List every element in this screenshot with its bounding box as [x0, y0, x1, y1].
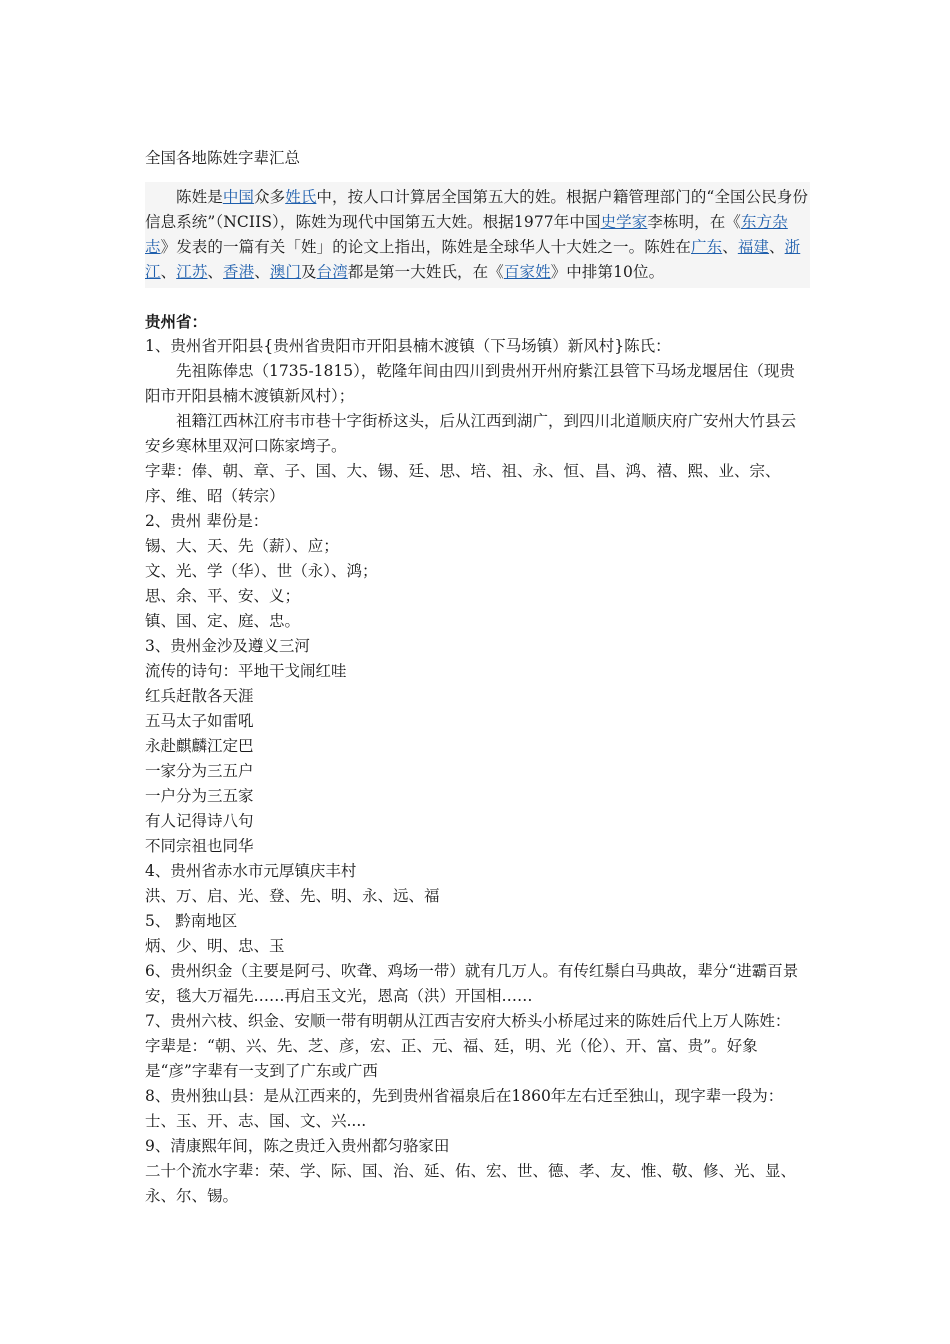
intro-text: 都是第一大姓氏，在《 — [347, 263, 504, 281]
body-line: 不同宗祖也同华 — [145, 837, 254, 855]
body-line: 一户分为三五家 — [145, 787, 254, 805]
body-line: 士、玉、开、志、国、文、兴.... — [145, 1112, 367, 1130]
body-line: 思、余、平、安、义； — [145, 587, 301, 605]
document-title: 全国各地陈姓字辈汇总 — [145, 149, 301, 167]
intro-link[interactable]: 福建 — [737, 238, 770, 256]
body-line: 二十个流水字辈：荣、学、际、国、治、延、佑、宏、世、德、孝、友、惟、敬、修、光、显、永、尔、锡。 — [145, 1162, 797, 1205]
intro-text: 、 — [769, 238, 785, 256]
document-body — [145, 146, 810, 1209]
body-line: 一家分为三五户 — [145, 762, 254, 780]
intro-text: 、 — [160, 263, 177, 281]
body-line: 先祖陈俸忠（1735-1815），乾隆年间由四川到贵州开州府紫江县管下马场龙堰居住（现贵阳市开阳县楠木渡镇新风村）； — [145, 362, 795, 405]
intro-text: 、 — [722, 238, 738, 256]
intro-text: 》发表的一篇有关「姓」的论文上指出，陈姓是全球华人十大姓之一。陈姓在 — [160, 238, 692, 256]
body-line: 流传的诗句：平地干戈闹红哇 — [145, 662, 347, 680]
body-line: 3、贵州金沙及遵义三河 — [145, 637, 310, 655]
intro-paragraph — [145, 182, 810, 288]
body-line: 炳、少、明、忠、玉 — [145, 937, 285, 955]
intro-link[interactable]: 广东 — [691, 238, 723, 256]
section-lines — [145, 334, 810, 1209]
body-line: 镇、国、定、庭、忠。 — [145, 612, 301, 630]
body-line: 9、清康熙年间，陈之贵迁入贵州都匀骆家田 — [145, 1137, 450, 1155]
body-line: 7、贵州六枝、织金、安顺一带有明朝从江西吉安府大桥头小桥尾过来的陈姓后代上万人陈姓： — [145, 1012, 791, 1030]
body-line: 字辈：俸、朝、章、子、国、大、锡、廷、思、培、祖、永、恒、昌、鸿、禧、熙、业、宗、序、维、昭（转宗） — [145, 462, 781, 505]
intro-link[interactable]: 台湾 — [316, 263, 348, 281]
intro-link[interactable]: 中国 — [222, 188, 255, 206]
section-title-guizhou: 贵州省： — [145, 312, 208, 331]
body-line: 8、贵州独山县：是从江西来的，先到贵州省福泉后在1860年左右迁至独山，现字辈一段为： — [145, 1087, 784, 1105]
intro-text: 李栋明，在《 — [647, 213, 741, 231]
body-line: 红兵赶散各天涯 — [145, 687, 254, 705]
body-line: 洪、万、启、光、登、先、明、永、远、福 — [145, 887, 440, 905]
body-line: 五马太子如雷吼 — [145, 712, 254, 730]
intro-text: 、 — [254, 263, 270, 281]
intro-link[interactable]: 浙江 — [145, 238, 801, 281]
body-line: 文、光、学（华）、世（永）、鸿； — [145, 562, 378, 580]
intro-link[interactable]: 百家姓 — [503, 263, 551, 281]
intro-text: 陈姓是 — [176, 188, 223, 206]
intro-link[interactable]: 香港 — [223, 263, 255, 281]
body-line: 6、贵州织金（主要是阿弓、吹聋、鸡场一带）就有几万人。有传红鬃白马典故，辈分“进霸百景安，毯大万福先……再启玉文光，恩高（洪）开国相…… — [145, 962, 799, 1005]
body-line: 1、贵州省开阳县{贵州省贵阳市开阳县楠木渡镇（下马场镇）新风村}陈氏： — [145, 337, 671, 355]
intro-text: 》中排第10位。 — [550, 263, 665, 281]
intro-text: 中，按人口计算居全国第五大的姓。根据户籍管理部门的“全国公民身份信息系统”（NCIIS），陈姓为现代中国第五大姓。根据1977年中国 — [145, 188, 809, 231]
intro-link[interactable]: 澳门 — [269, 263, 302, 281]
intro-text: 、 — [207, 263, 224, 281]
body-line: 字辈是：“朝、兴、先、芝、彦，宏、正、元、福、廷，明、光（伦）、开、富、贵”。好象是“彦”字辈有一支到了广东或广西 — [145, 1037, 758, 1080]
body-line: 2、贵州 辈份是： — [145, 512, 269, 530]
body-line: 祖籍江西林江府韦市巷十字街桥这头，后从江西到湖广，到四川北道顺庆府广安州大竹县云安乡寒林里双河口陈家塆子。 — [145, 412, 797, 455]
body-line: 锡、大、天、先（薪）、应； — [145, 537, 339, 555]
body-line: 有人记得诗八句 — [145, 812, 254, 830]
body-line: 4、贵州省赤水市元厚镇庆丰村 — [145, 862, 357, 880]
intro-link[interactable]: 史学家 — [600, 213, 648, 231]
intro-text: 及 — [301, 263, 317, 281]
body-line: 5、 黔南地区 — [145, 912, 238, 930]
intro-link[interactable]: 姓氏 — [285, 188, 317, 206]
body-line: 永赴麒麟江定巴 — [145, 737, 254, 755]
intro-text: 众多 — [254, 188, 286, 206]
intro-link[interactable]: 江苏 — [176, 263, 208, 281]
intro-link[interactable]: 东方杂志 — [145, 213, 788, 256]
